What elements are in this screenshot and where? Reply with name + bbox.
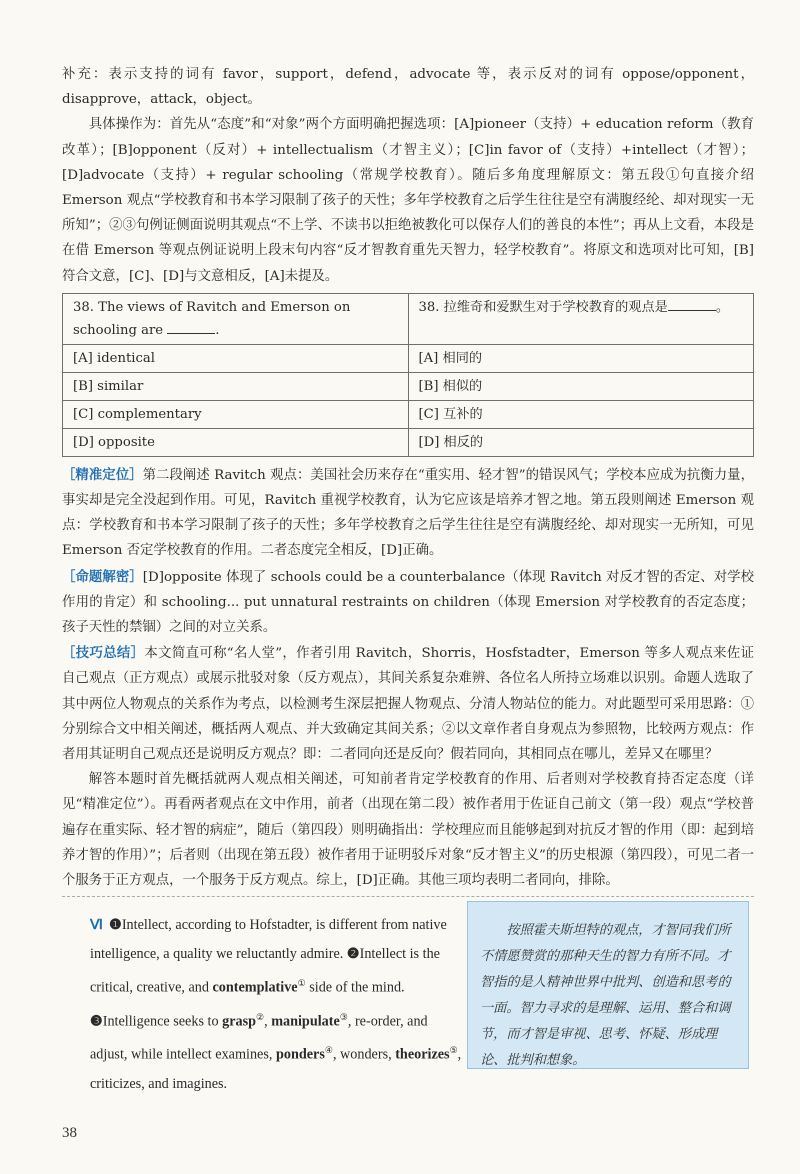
answer-blank bbox=[167, 320, 215, 334]
decode-paragraph: ［命题解密］[D]opposite 体现了 schools could be a counterbalance（体现 Ravitch 对反才智的否定、对学校作用的肯定）和 schooling... put unnatural restraints on children（体现 Emersion 对学校教育的否定态度；孩子天性的禁锢）之间的对立关系。 bbox=[62, 568, 755, 636]
precise-location-paragraph: ［精准定位］第二段阐述 Ravitch 观点：美国社会历来存在“重实用、轻才智”的错误风气；学校本应成为抗衡力量，事实却是完全没起到作用。可见，Ravitch 重视学校教育，认为它应该是培养才智之地。第五段则阐述 Emerson 观点：学校教育和书本学习限制了孩子的天性；多年学校教育之后学生往往是空有满腹经纶、却对现实一无所知，可见 Emerson 否定学校教育的作用。二者态度完全相反，[D]正确。 bbox=[62, 466, 754, 559]
page-content bbox=[62, 62, 754, 893]
decode-tag: ［命题解密］ bbox=[62, 568, 143, 585]
option-zh: [D] 相反的 bbox=[408, 428, 754, 456]
option-zh: [A] 相同的 bbox=[408, 344, 754, 372]
procedure-paragraph: 具体操作为：首先从“态度”和“对象”两个方面明确把握选项：[A]pioneer（支持）+ education reform（教育改革）；[B]opponent（反对）+ intellectualism（才智主义）；[C]in favor of（支持）+intellect（才智）；[D]advocate（支持）+ regular schooling（常规学校教育）。随后多角度理解原文：第五段①句直接介绍 Emerson 观点“学校教育和书本学习限制了孩子的天性；多年学校教育之后学生往往是空有满腹经纶、却对现实一无所知”；②③句例证侧面说明其观点“不上学、不读书以拒绝被教化可以保存人们的善良的本性”；再从上文看，本段是在借 Emerson 等观点例证说明上段末句内容“反才智教育重先天智力，轻学校教育”。将原文和选项对比可知，[B]符合文意，[C]、[D]与文意相反，[A]未提及。 bbox=[62, 117, 754, 284]
table-row bbox=[63, 400, 754, 428]
answer-analysis-paragraph: 解答本题时首先概括就两人观点相关阐述，可知前者肯定学校教育的作用、后者则对学校教育持否定态度（详见“精准定位”）。再看两者观点在文中作用，前者（出现在第二段）被作者用于佐证自己前文（第一段）观点“学校普遍存在重实际、轻才智的病症”，随后（第四段）则明确指出：学校理应而且能够起到对抗反才智的作用（即：起到培养才智的作用）”；后者则（出现在第五段）被作者用于证明驳斥对象“反才智主义”的历史根源（第四段），可见二者一个服务于正方观点，一个服务于反方观点。综上，[D]正确。其他三项均表明二者同向，排除。 bbox=[62, 772, 754, 889]
question-stem-zh: 38. 拉维奇和爱默生对于学校教育的观点是 。 bbox=[408, 293, 754, 344]
precise-location-tag: ［精准定位］ bbox=[62, 466, 143, 483]
table-row bbox=[63, 428, 754, 456]
skill-summary-paragraph: ［技巧总结］本文简直可称“名人堂”，作者引用 Ravitch，Shorris，Hosfstadter，Emerson 等多人观点来佐证自己观点（正方观点）或展示批驳对象（反方观点），其间关系复杂难辨、各位名人所持立场难以识别。命题人选取了其中两位人物观点的关系作为考点，以检测考生深层把握人物观点、分清人物站位的能力。对此题型可采用思路：①分别综合文中相关阐述，概括两人观点、并大致确定其间关系；②以文章作者自身观点为参照物，比较两方观点：作者用其证明自己观点还是说明反方观点？即：二者同向还是反向？假若同向，其相同点在哪儿，差异又在哪里？ bbox=[62, 645, 754, 763]
supplement-paragraph: 补充：表示支持的词有 favor，support，defend，advocate 等，表示反对的词有 oppose/opponent，disapprove，attack，object。 bbox=[62, 67, 754, 108]
paragraph-number: Ⅵ bbox=[90, 917, 104, 933]
table-row bbox=[63, 344, 754, 372]
passage-block bbox=[62, 896, 754, 1093]
page-number: 38 bbox=[62, 1125, 77, 1141]
option-en: [C] complementary bbox=[63, 400, 409, 428]
vocab-word: theorizes bbox=[395, 1047, 450, 1064]
answer-blank bbox=[668, 297, 716, 311]
option-en: [A] identical bbox=[63, 344, 409, 372]
sentence-1: Intellect, according to Hofstadter, is different from native intelligence, a quality we reluctantly admire. bbox=[90, 917, 447, 962]
vocab-word: manipulate bbox=[271, 1013, 340, 1030]
translation-box: 按照霍夫斯坦特的观点，才智同我们所不情愿赞赏的那种天生的智力有所不同。才智指的是人精神世界中批判、创造和思考的一面。智力寻求的是理解、运用、整合和调节，而才智是审视、思考、怀疑、形成理论、批判和想象。 bbox=[467, 901, 749, 1069]
passage-english: Ⅵ ❶Intellect, according to Hofstadter, is different from native intelligence, a quality we reluctantly admire. ❷Intellect is the critical, creative, and contemplative① side of the mind. ❸Intelligence seeks to grasp②, manipulate③, re-order, and adjust, while intellect examines, ponders④, wonders, theorizes⑤, criticizes, and imagines. bbox=[90, 917, 462, 1093]
table-row bbox=[63, 293, 754, 344]
option-zh: [B] 相似的 bbox=[408, 372, 754, 400]
option-zh: [C] 互补的 bbox=[408, 400, 754, 428]
skill-summary-tag: ［技巧总结］ bbox=[62, 645, 145, 662]
question-table bbox=[62, 293, 754, 457]
vocab-word: contemplative bbox=[212, 979, 298, 996]
question-stem-en: 38. The views of Ravitch and Emerson on schooling are . bbox=[63, 293, 409, 344]
vocab-word: grasp bbox=[222, 1013, 257, 1030]
option-en: [B] similar bbox=[63, 372, 409, 400]
table-row bbox=[63, 372, 754, 400]
option-en: [D] opposite bbox=[63, 428, 409, 456]
vocab-word: ponders bbox=[275, 1047, 325, 1064]
